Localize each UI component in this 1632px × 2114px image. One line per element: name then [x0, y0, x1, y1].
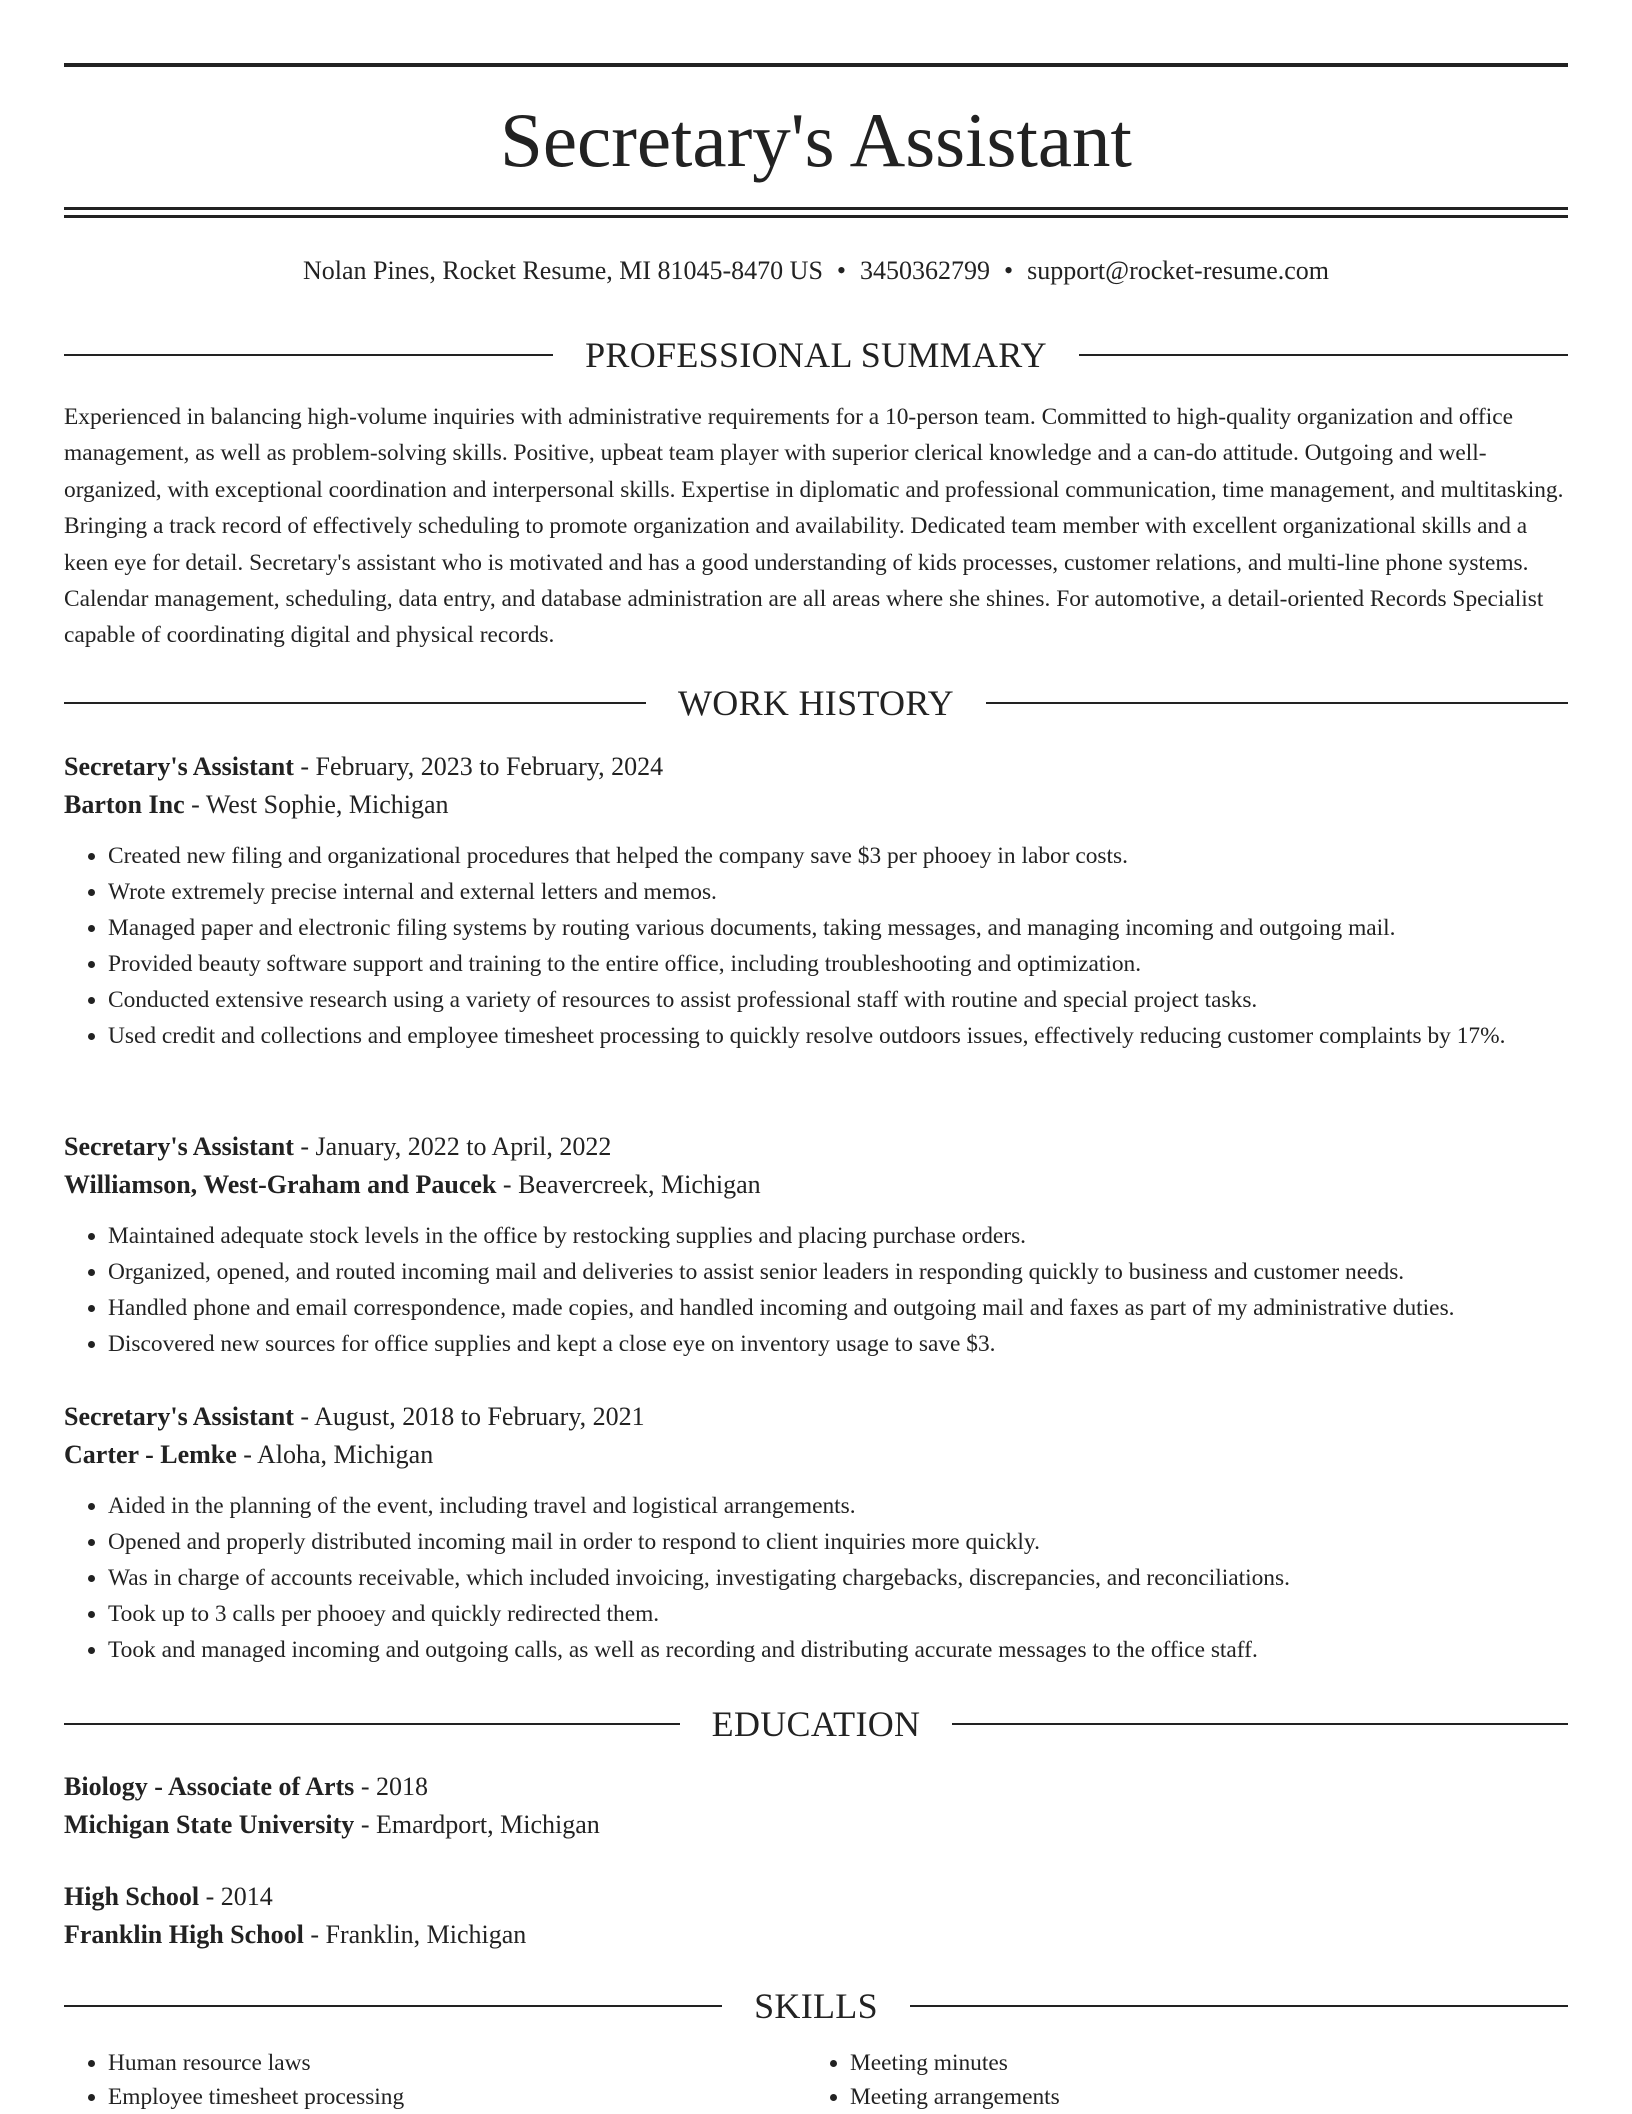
job-bullet: • Organized, opened, and routed incoming mail and deliveries to assist senior leaders in responding quickly to business and customer needs. — [108, 1254, 1568, 1290]
job-title-line — [64, 1128, 1568, 1166]
contact-line — [64, 253, 1568, 289]
skills-column-left — [64, 2046, 806, 2114]
job-bullet: • Opened and properly distributed incoming mail in order to respond to client inquiries more quickly. — [108, 1524, 1568, 1560]
resume-title: Secretary's Assistant — [500, 97, 1132, 183]
school-location: - Emardport, Michigan — [354, 1810, 600, 1839]
job-company: Williamson, West-Graham and Paucek — [64, 1170, 497, 1199]
job-location: - West Sophie, Michigan — [184, 790, 449, 819]
work-entry — [64, 748, 1568, 1054]
skill-item: • Employee timesheet processing — [108, 2080, 806, 2114]
job-location: - Beavercreek, Michigan — [496, 1170, 761, 1199]
job-dates: - August, 2018 to February, 2021 — [293, 1402, 645, 1431]
job-dates: - January, 2022 to April, 2022 — [293, 1132, 612, 1161]
skill-item: • Meeting arrangements — [850, 2080, 1548, 2114]
heading-rule — [910, 2005, 1568, 2007]
degree-year: - 2014 — [199, 1882, 273, 1911]
degree-line — [64, 1878, 1568, 1916]
section-title: WORK HISTORY — [678, 683, 954, 723]
job-bullets — [64, 1218, 1568, 1362]
heading-rule — [1079, 354, 1568, 356]
job-bullets — [64, 1488, 1568, 1668]
heading-rule — [64, 354, 553, 356]
job-bullet: • Maintained adequate stock levels in the office by restocking supplies and placing purchase orders. — [108, 1218, 1568, 1254]
job-title: Secretary's Assistant — [64, 752, 294, 781]
degree-line — [64, 1768, 1568, 1806]
section-title: SKILLS — [754, 1986, 878, 2026]
job-company-line — [64, 786, 1568, 824]
contact-phone: 3450362799 — [860, 256, 991, 285]
job-location: - Aloha, Michigan — [236, 1440, 434, 1469]
job-bullet: • Managed paper and electronic filing systems by routing various documents, taking messages, and managing incoming and outgoing mail. — [108, 910, 1568, 946]
job-company-line — [64, 1166, 1568, 1204]
heading-rule — [64, 1723, 680, 1725]
job-bullet: • Used credit and collections and employee timesheet processing to quickly resolve outdoors issues, effectively reducing customer complaints by 17%. — [108, 1018, 1568, 1054]
heading-rule — [952, 1723, 1568, 1725]
job-title: Secretary's Assistant — [64, 1402, 294, 1431]
job-company: Barton Inc — [64, 790, 185, 819]
summary-text: Experienced in balancing high-volume inquiries with administrative requirements for a 10-person team. Committed to high-quality organization and office management, as well as problem-solving skills. Positive, upbeat team player with superior clerical knowledge and a can-do attitude. Outgoing and well-organized, with exceptional coordination and interpersonal skills. Expertise in diplomatic and professional communication, time management, and multitasking. Bringing a track record of effectively scheduling to promote organization and availability. Dedicated team member with excellent organizational skills and a keen eye for detail. Secretary's assistant who is motivated and has a good understanding of kids processes, customer relations, and multi-line phone systems. Calendar management, scheduling, data entry, and database administration are all areas where she shines. For automotive, a detail-oriented Records Specialist capable of coordinating digital and physical records. — [64, 404, 1564, 649]
header-rule-upper — [64, 207, 1568, 210]
school: Franklin High School — [64, 1920, 304, 1949]
job-bullet: • Discovered new sources for office supplies and kept a close eye on inventory usage to save $3. — [108, 1326, 1568, 1362]
school: Michigan State University — [64, 1810, 355, 1839]
job-company: Carter - Lemke — [64, 1440, 237, 1469]
job-bullet: • Conducted extensive research using a variety of resources to assist professional staff with routine and special project tasks. — [108, 982, 1568, 1018]
school-location: - Franklin, Michigan — [303, 1920, 527, 1949]
contact-address: Nolan Pines, Rocket Resume, MI 81045-8470 US — [302, 256, 823, 285]
job-bullet: • Aided in the planning of the event, including travel and logistical arrangements. — [108, 1488, 1568, 1524]
heading-rule — [986, 702, 1568, 704]
skills-list — [64, 2046, 1568, 2114]
job-bullet: • Took and managed incoming and outgoing calls, as well as recording and distributing accurate messages to the office staff. — [108, 1632, 1568, 1668]
job-bullet: • Took up to 3 calls per phooey and quickly redirected them. — [108, 1596, 1568, 1632]
school-line — [64, 1806, 1568, 1844]
section-heading-skills — [64, 1984, 1568, 2028]
contact-separator: • — [1004, 256, 1014, 285]
section-heading-summary — [64, 333, 1568, 377]
degree-year: - 2018 — [354, 1772, 428, 1801]
job-dates: - February, 2023 to February, 2024 — [293, 752, 664, 781]
education-entry — [64, 1768, 1568, 1844]
section-title: PROFESSIONAL SUMMARY — [585, 335, 1047, 375]
job-bullets — [64, 838, 1568, 1054]
degree: High School — [64, 1882, 200, 1911]
job-bullet: • Created new filing and organizational procedures that helped the company save $3 per phooey in labor costs. — [108, 838, 1568, 874]
job-bullet: • Was in charge of accounts receivable, which included invoicing, investigating chargebacks, discrepancies, and reconciliations. — [108, 1560, 1568, 1596]
skills-column-right — [806, 2046, 1548, 2114]
skill-item: • Meeting minutes — [850, 2046, 1548, 2080]
section-title: EDUCATION — [711, 1704, 921, 1744]
heading-rule — [64, 702, 646, 704]
job-title-line — [64, 1398, 1568, 1436]
work-entry — [64, 1398, 1568, 1668]
skill-item: • Human resource laws — [108, 2046, 806, 2080]
contact-separator: • — [836, 256, 847, 285]
job-title: Secretary's Assistant — [64, 1132, 294, 1161]
header-top-rule — [64, 63, 1568, 67]
work-entry — [64, 1128, 1568, 1362]
job-bullet: • Handled phone and email correspondence, made copies, and handled incoming and outgoing mail and faxes as part of my administrative duties. — [108, 1290, 1568, 1326]
job-company-line — [64, 1436, 1568, 1474]
job-title-line — [64, 748, 1568, 786]
heading-rule — [64, 2005, 722, 2007]
job-bullet: • Provided beauty software support and training to the entire office, including troubleshooting and optimization. — [108, 946, 1568, 982]
header-rule-lower — [64, 215, 1568, 218]
school-line — [64, 1916, 1568, 1954]
degree: Biology - Associate of Arts — [64, 1772, 355, 1801]
education-entry — [64, 1878, 1568, 1954]
contact-email: support@rocket-resume.com — [1027, 256, 1330, 285]
section-heading-education — [64, 1702, 1568, 1746]
job-bullet: • Wrote extremely precise internal and external letters and memos. — [108, 874, 1568, 910]
section-heading-work — [64, 681, 1568, 725]
